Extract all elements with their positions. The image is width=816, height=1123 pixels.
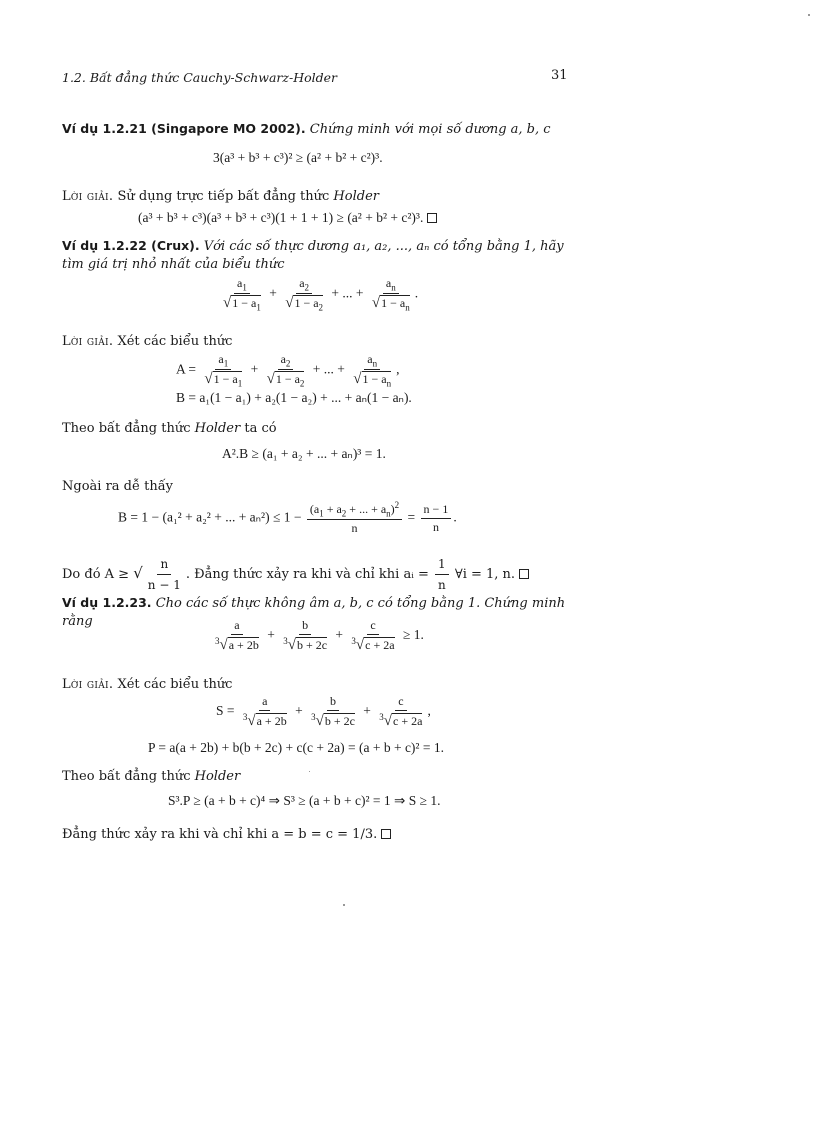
paragraph: Theo bất đẳng thức Holder (62, 769, 241, 784)
solution-heading: Lời giải. (62, 334, 114, 349)
scan-speck (343, 904, 345, 906)
theorem-name: Holder (194, 769, 241, 784)
qed-box-icon (519, 569, 529, 579)
equation-P: P = a(a + 2b) + b(b + 2c) + c(c + 2a) = (a + b + c)² = 1. (148, 740, 444, 755)
example-label: Ví dụ 1.2.23. (62, 595, 152, 610)
solution (62, 188, 582, 206)
example-statement: Cho các số thực không âm a, b, c có tổng bằng 1. Chứng minh rằng (62, 596, 566, 629)
theorem-name: Holder (333, 189, 379, 204)
solution-text: Sử dụng trực tiếp bất đẳng thức (117, 189, 330, 204)
solution (62, 676, 582, 694)
example-1-2-22 (62, 237, 582, 274)
inequality-fractions: $\frac{a}{^3√a + 2b}$ + $\frac{b}{^3√b + 2c}$ + $\frac{c}{^3√c + 2a}$ ≥ 1. (215, 618, 424, 653)
equation: A².B ≥ (a₁ + a₂ + ... + aₙ)³ = 1. (222, 446, 386, 461)
final-statement: Đẳng thức xảy ra khi và chỉ khi a = b = c = 1/3. (62, 826, 582, 844)
example-statement: Với các số thực dương a₁, a₂, ..., aₙ có tổng bằng 1, hãy tìm giá trị nhỏ nhất của biểu thức (62, 239, 564, 272)
equation-S: S = $\frac{a}{^3√a + 2b}$ + $\frac{b}{^3√b + 2c}$ + $\frac{c}{^3√c + 2a}$ , (216, 694, 431, 729)
equation: 3(a³ + b³ + c³)² ≥ (a² + b² + c²)³. (213, 150, 383, 165)
paragraph: Theo bất đẳng thức Holder ta có (62, 421, 277, 436)
page-number: 31 (551, 68, 568, 83)
example-label: Ví dụ 1.2.22 (Crux). (62, 238, 200, 253)
running-header: 1.2. Bất đẳng thức Cauchy-Schwarz-Holder (62, 70, 337, 85)
equation: S³.P ≥ (a + b + c)⁴ ⇒ S³ ≥ (a + b + c)² = 1 ⇒ S ≥ 1. (168, 793, 441, 808)
solution-heading: Lời giải. (62, 189, 114, 204)
expression-fractions: $\frac{a_1}{√1 - a_1}$ + $\frac{a_2}{√1 - a_2}$ + ... + $\frac{a_n}{√1 - a_n}$ . (223, 276, 419, 313)
scan-speck (309, 771, 310, 772)
theorem-name: Holder (194, 421, 241, 436)
example-1-2-21 (62, 120, 582, 139)
equation-B: B = a₁(1 − a₁) + a₂(1 − a₂) + ... + aₙ(1 − aₙ). (176, 390, 412, 405)
scan-speck (808, 14, 810, 16)
paragraph: Ngoài ra dễ thấy (62, 479, 174, 494)
equation: (a³ + b³ + c³)(a³ + b³ + c³)(1 + 1 + 1) ≥ (a² + b² + c²)³. (138, 210, 437, 226)
solution-text: Xét các biểu thức (117, 334, 233, 349)
example-label: Ví dụ 1.2.21 (Singapore MO 2002). (62, 121, 306, 136)
qed-box-icon (381, 829, 391, 839)
conclusion: Do đó A ≥ √ $\frac{n}{n - 1}$ . Đẳng thức xảy ra khi và chỉ khi aᵢ = $\frac{1}{n}$ ∀i = 1, n. (62, 555, 602, 594)
solution-text: Xét các biểu thức (117, 677, 233, 692)
equation-A: A = $\frac{a_1}{√1 - a_1}$ + $\frac{a_2}{√1 - a_2}$ + ... + $\frac{a_n}{√1 - a_n}$ , (176, 352, 400, 389)
example-statement: Chứng minh với mọi số dương a, b, c (309, 122, 551, 137)
equation-B-bound: B = 1 − (a₁² + a₂² + ... + aₙ²) ≤ 1 − $\frac{(a_1 + a_2 + ... + a_n)^2}{n}$ = $\frac{n - 1}{n}$ . (118, 500, 457, 536)
solution-heading: Lời giải. (62, 677, 114, 692)
solution (62, 333, 582, 351)
qed-box-icon (427, 213, 437, 223)
